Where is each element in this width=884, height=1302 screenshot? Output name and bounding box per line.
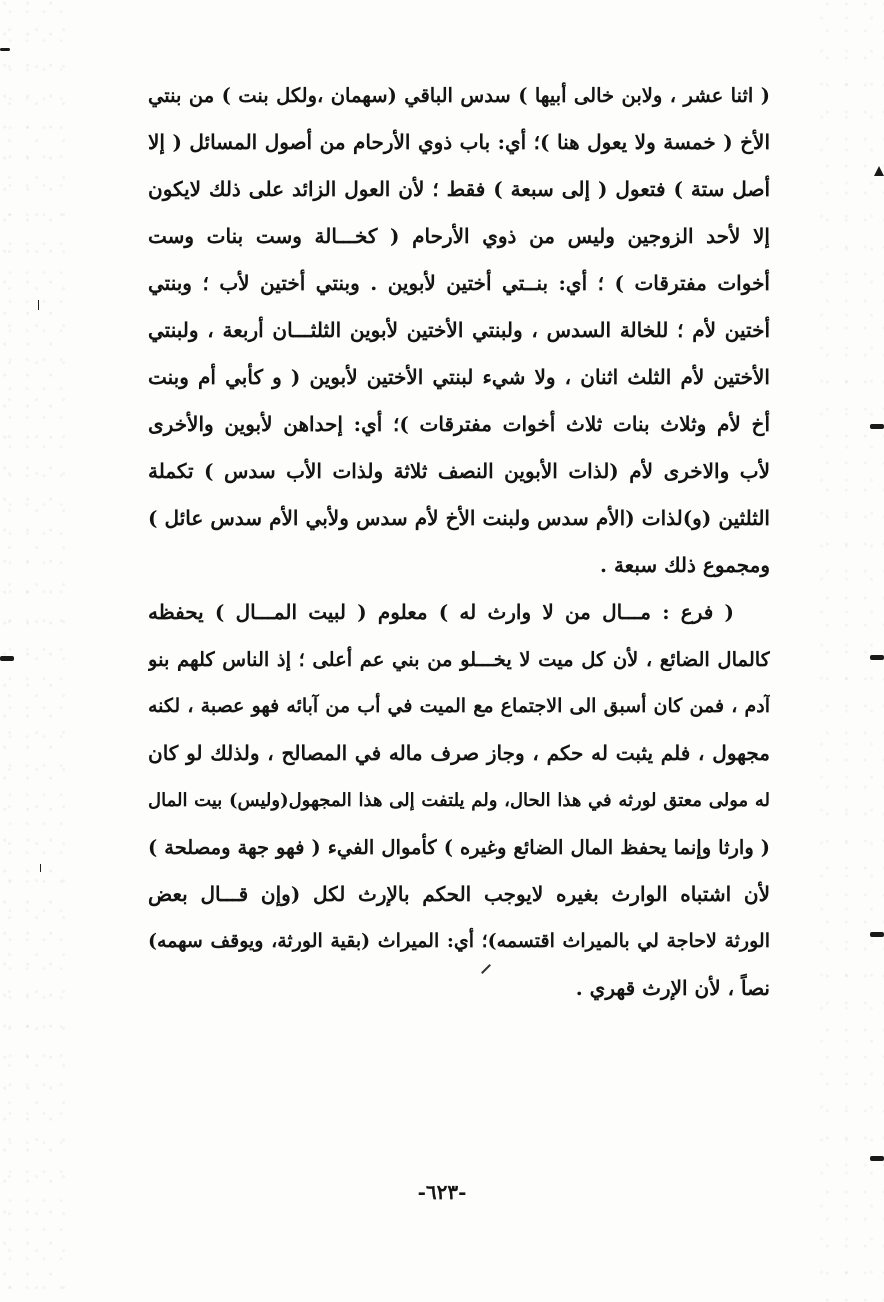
margin-tick [40,864,41,872]
text-line: الثلثين (و)لذات (الأم سدس ولبنت الأخ لأم سدس ولأبي الأم سدس عائل ) [148,506,770,530]
text-line: الأخ ( خمسة ولا يعول هنا )؛ أي: باب ذوي الأرحام من أصول المسائل ( إلا [148,130,770,154]
text-line: إلا لأحد الزوجين وليس من ذوي الأرحام ( كخـــالة وست بنات وست [148,224,770,248]
body-text [148,72,770,1012]
margin-mark [874,166,884,176]
text-line: كالمال الضائع ، لأن كل ميت لا يخـــلو من بني عم أعلى ؛ إذ الناس كلهم بنو [148,648,770,671]
margin-mark [870,1156,884,1161]
paragraph [148,72,770,589]
text-line: لأن اشتباه الوارث بغيره لايوجب الحكم بالإرث لكل (وإن قـــال بعض [148,882,770,906]
margin-mark [870,932,884,937]
text-line: ( فرع : مـــال من لا وارث له ) معلوم ( لبيت المـــال ) يحفظه [148,600,734,624]
margin-mark [870,424,884,429]
text-line: ومجموع ذلك سبعة . [600,553,770,577]
text-line: أصل ستة ) فتعول ( إلى سبعة ) فقط ؛ لأن العول الزائد على ذلك لايكون [148,177,770,201]
margin-mark [0,48,10,51]
scan-edge-right [814,0,884,1302]
text-line: أختين لأم ؛ للخالة السدس ، ولبنتي الأختين لأبوين الثلثـــان أربعة ، ولبنتي [148,318,770,342]
text-line: آدم ، فمن كان أسبق الى الاجتماع مع الميت في أب من آبائه فهو عصبة ، لكنه [148,695,770,717]
text-line: الورثة لاحاجة لي بالميراث اقتسمه)؛ أي: الميراث (بقية الورثة، ويوقف سهمه) [148,930,770,952]
margin-tick [38,300,39,310]
text-line: مجهول ، فلم يثبت له حكم ، وجاز صرف ماله في المصالح ، ولذلك لو كان [148,741,770,765]
margin-mark [870,655,884,660]
margin-mark [0,656,14,661]
text-line: له مولى معتق لورثه في هذا الحال، ولم يلتفت إلى هذا المجهول(وليس) بيت المال [148,790,770,811]
text-line: لأب والاخرى لأم (لذات الأبوين النصف ثلاثة ولذات الأب سدس ) تكملة [148,459,770,483]
text-line: نصاً ، لأن الإرث قهري . [575,976,770,1000]
page-number: -٦٢٣- [417,1180,467,1204]
text-line: الأختين لأم الثلث اثنان ، ولا شيء لبنتي الأختين لأبوين ( و كأبي أم وبنت [148,365,770,389]
text-line: ( وارثا وإنما يحفظ المال الضائع وغيره ) كأموال الفيء ( فهو جهة ومصلحة ) [148,836,770,859]
scan-edge-left [0,0,70,1302]
paragraph [148,589,770,1012]
text-line: ( اثنا عشر ، ولابن خالى أبيها ) سدس الباقي (سهمان ،ولكل بنت ) من بنتي [148,84,770,107]
text-line: أخوات مفترقات ) ؛ أي: بنــتي أختين لأبوين . وبنتي أختين لأب ؛ وبنتي [148,271,770,295]
text-line: أخ لأم وثلاث بنات ثلاث أخوات مفترقات )؛ أي: إحداهن لأبوين والأخرى [148,412,770,436]
